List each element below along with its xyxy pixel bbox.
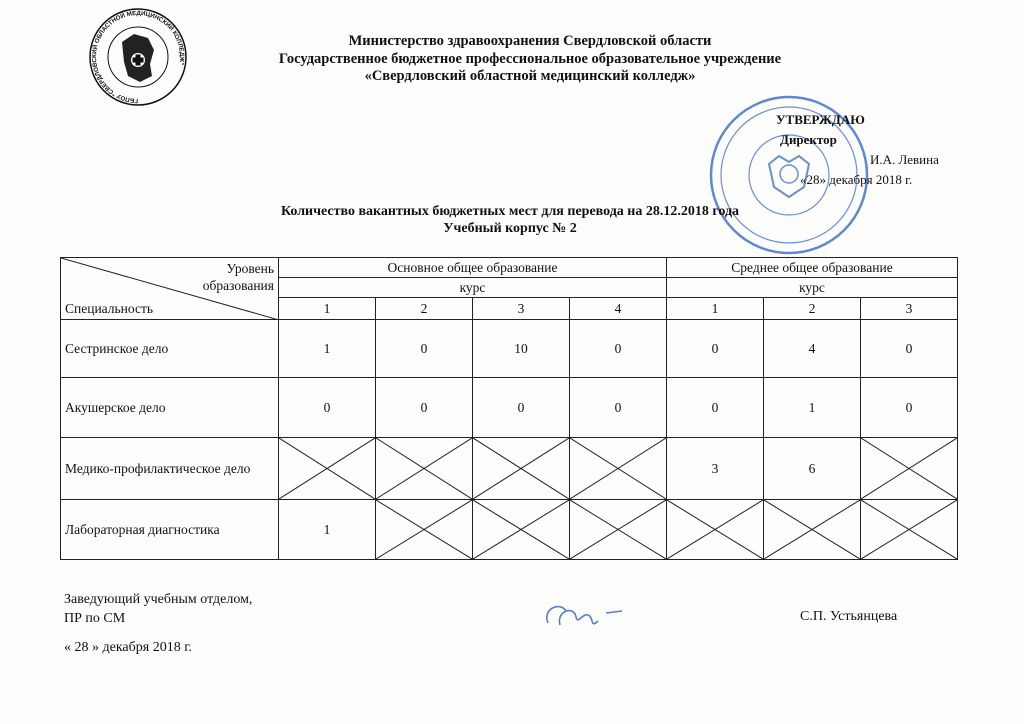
footer-signer: С.П. Устьянцева bbox=[800, 609, 898, 624]
course-header: 2 bbox=[764, 298, 861, 320]
approval-block bbox=[760, 110, 990, 190]
course-header: 4 bbox=[570, 298, 667, 320]
vacancy-count: 0 bbox=[473, 378, 570, 438]
vacancy-count: 0 bbox=[861, 378, 958, 438]
vacancy-count: 0 bbox=[667, 320, 764, 378]
cross-mark bbox=[473, 438, 569, 499]
cross-mark bbox=[861, 438, 957, 499]
cross-mark bbox=[279, 438, 375, 499]
cross-mark bbox=[570, 500, 666, 559]
institution-name-line: «Свердловский областной медицинский колледж» bbox=[364, 68, 696, 84]
vacancy-count: 0 bbox=[667, 378, 764, 438]
approval-position: Директор bbox=[780, 132, 837, 147]
title-line: Количество вакантных бюджетных мест для перевода на 28.12.2018 года bbox=[280, 204, 740, 219]
vacancy-count: 0 bbox=[376, 320, 473, 378]
course-header: 1 bbox=[667, 298, 764, 320]
approval-title: УТВЕРЖДАЮ bbox=[776, 112, 865, 127]
ministry-line: Министерство здравоохранения Свердловской области bbox=[348, 33, 712, 49]
document-title bbox=[150, 203, 870, 237]
vacancy-count: 0 bbox=[861, 320, 958, 378]
vacancy-count: 1 bbox=[279, 320, 376, 378]
vacancy-count: 10 bbox=[473, 320, 570, 378]
specialty-name: Сестринское дело bbox=[61, 320, 279, 378]
vacancy-count: 0 bbox=[570, 378, 667, 438]
table-row bbox=[61, 378, 958, 438]
signature-mark bbox=[540, 595, 630, 635]
level-basic-header: Основное общее образование bbox=[279, 258, 667, 278]
footer-position bbox=[64, 590, 252, 628]
course-header: 3 bbox=[861, 298, 958, 320]
institution-type-line: Государственное бюджетное профессиональное образовательное учреждение bbox=[278, 50, 782, 67]
not-applicable-cell bbox=[279, 438, 376, 500]
document-header bbox=[180, 33, 880, 86]
vacancy-count: 4 bbox=[764, 320, 861, 378]
not-applicable-cell bbox=[473, 438, 570, 500]
vacancy-count: 0 bbox=[279, 378, 376, 438]
cross-mark bbox=[570, 438, 666, 499]
not-applicable-cell bbox=[376, 438, 473, 500]
logo-ring-text: ГБПОУ "СВЕРДЛОВСКИЙ ОБЛАСТНОЙ МЕДИЦИНСКИЙ КОЛЛЕДЖ" bbox=[91, 9, 186, 105]
specialty-name: Лабораторная диагностика bbox=[61, 500, 279, 560]
specialty-name: Медико-профилактическое дело bbox=[61, 438, 279, 500]
table-row bbox=[61, 438, 958, 500]
vacancy-count: 0 bbox=[376, 378, 473, 438]
approval-date: «28» декабря 2018 г. bbox=[800, 172, 913, 187]
not-applicable-cell bbox=[764, 500, 861, 560]
vacancy-count: 3 bbox=[667, 438, 764, 500]
not-applicable-cell bbox=[570, 500, 667, 560]
not-applicable-cell bbox=[861, 438, 958, 500]
vacancies-table bbox=[60, 257, 958, 560]
cross-mark bbox=[473, 500, 569, 559]
cross-mark bbox=[376, 438, 472, 499]
cross-mark bbox=[764, 500, 860, 559]
vacancy-count: 6 bbox=[764, 438, 861, 500]
college-logo bbox=[82, 4, 194, 110]
vacancy-count: 1 bbox=[279, 500, 376, 560]
building-line: Учебный корпус № 2 bbox=[443, 221, 577, 236]
corner-level-label: Уровень образования bbox=[202, 261, 274, 293]
not-applicable-cell bbox=[667, 500, 764, 560]
not-applicable-cell bbox=[473, 500, 570, 560]
footer-date: « 28 » декабря 2018 г. bbox=[64, 640, 192, 655]
kurs-header-basic: курс bbox=[279, 278, 667, 298]
table-row bbox=[61, 320, 958, 378]
cross-mark bbox=[667, 500, 763, 559]
course-header: 1 bbox=[279, 298, 376, 320]
footer-position-line1: Заведующий учебным отделом, bbox=[64, 592, 253, 607]
vacancy-count: 1 bbox=[764, 378, 861, 438]
level-secondary-header: Среднее общее образование bbox=[667, 258, 958, 278]
course-header: 3 bbox=[473, 298, 570, 320]
table-corner-cell bbox=[61, 258, 279, 320]
not-applicable-cell bbox=[376, 500, 473, 560]
specialty-name: Акушерское дело bbox=[61, 378, 279, 438]
kurs-header-secondary: курс bbox=[667, 278, 958, 298]
vacancy-count: 0 bbox=[570, 320, 667, 378]
cross-mark bbox=[861, 500, 957, 559]
approval-name: И.А. Левина bbox=[870, 152, 939, 167]
table-row bbox=[61, 500, 958, 560]
not-applicable-cell bbox=[861, 500, 958, 560]
cross-mark bbox=[376, 500, 472, 559]
not-applicable-cell bbox=[570, 438, 667, 500]
course-header: 2 bbox=[376, 298, 473, 320]
corner-specialty-label: Специальность bbox=[65, 301, 154, 316]
footer-position-line2: ПР по СМ bbox=[64, 611, 126, 626]
